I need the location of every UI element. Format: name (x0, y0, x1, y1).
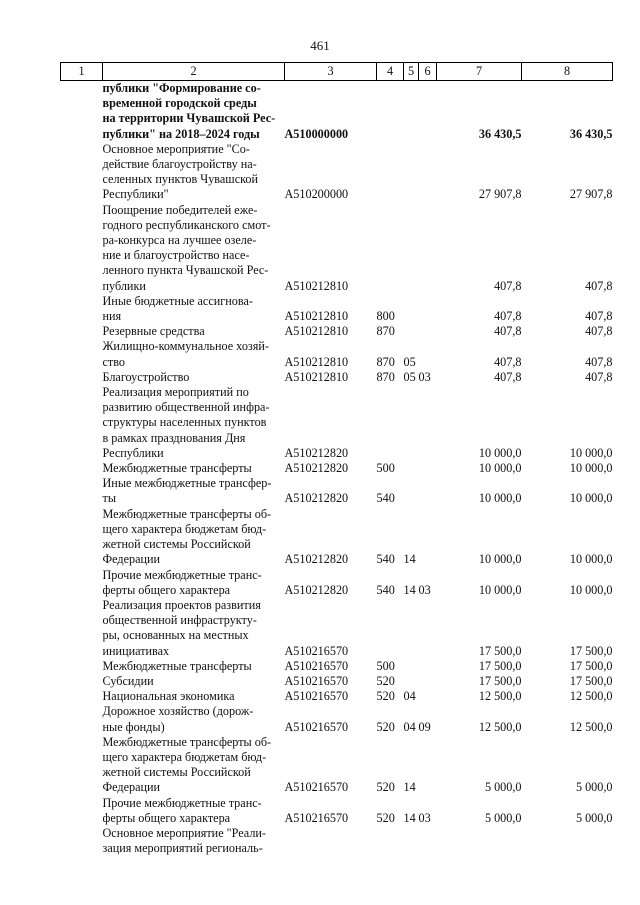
target-article-code: А510216570 (284, 719, 349, 734)
amount-col7: 407,8 (494, 278, 522, 293)
amount-col7: 5 000,0 (484, 780, 522, 795)
subsection-code (419, 339, 437, 369)
amount-col7: 10 000,0 (478, 461, 522, 476)
amount-col7: 5 000,0 (484, 810, 522, 825)
item-name: Прочие межбюджетные транс- ферты общего характера (102, 567, 262, 597)
amount-col8: 17 500,0 (569, 673, 613, 688)
amount-col7: 10 000,0 (478, 552, 522, 567)
row-number-cell (61, 689, 103, 704)
table-row (61, 568, 613, 598)
item-name: публики "Формирование со- временной городской среды на территории Чувашской Рес- публики" на 2018–2024 годы (102, 81, 276, 141)
row-number-cell (61, 339, 103, 369)
expense-type-code (377, 826, 404, 856)
table-row (61, 704, 613, 734)
section-code (404, 674, 419, 689)
expense-type-code: 870 (376, 324, 395, 339)
subsection-code (419, 689, 437, 704)
table-row (61, 370, 613, 385)
subsection-code (419, 507, 437, 568)
amount-col7: 10 000,0 (478, 445, 522, 460)
expense-type-code: 540 (376, 582, 395, 597)
table-row (61, 796, 613, 826)
row-number-cell (61, 370, 103, 385)
table-row (61, 659, 613, 674)
target-article-code: А510216570 (284, 658, 349, 673)
subsection-code (419, 324, 437, 339)
item-name: Поощрение победителей еже- годного республиканского смот- ра-конкурса на лучшее озеле- ние и благоустройство насе- ленного пункта Чувашской Рес- публики (102, 202, 271, 293)
expense-type-code: 870 (376, 369, 395, 384)
row-number-cell (61, 659, 103, 674)
section-code (404, 826, 419, 856)
item-name: Реализация проектов развития общественной инфраструкту- ры, основанных на местных инициативах (102, 597, 261, 658)
budget-table (60, 62, 613, 856)
table-row (61, 461, 613, 476)
target-article-code: А510216570 (284, 780, 349, 795)
subsection-code (419, 735, 437, 796)
amount-col8: 10 000,0 (569, 552, 613, 567)
table-row (61, 826, 613, 856)
target-article-code: А510216570 (284, 643, 349, 658)
item-name: Межбюджетные трансферты (102, 658, 252, 673)
column-header: 4 (377, 63, 404, 81)
target-article-code: А510212810 (284, 369, 349, 384)
amount-col7: 10 000,0 (478, 491, 522, 506)
column-header: 8 (522, 63, 613, 81)
amount-col8: 36 430,5 (569, 126, 613, 141)
subsection-code (419, 598, 437, 659)
amount-col8: 407,8 (585, 324, 613, 339)
amount-col8: 407,8 (585, 354, 613, 369)
amount-col8: 5 000,0 (575, 780, 613, 795)
section-code (404, 81, 419, 142)
amount-col7: 407,8 (494, 309, 522, 324)
item-name: Межбюджетные трансферты об- щего характера бюджетам бюд- жетной системы Российской Федерации (102, 506, 272, 567)
expense-type-code: 500 (376, 658, 395, 673)
subsection-code: 03 (418, 810, 431, 825)
row-number-cell (61, 203, 103, 294)
target-article-code: А510212820 (284, 445, 349, 460)
section-code (404, 324, 419, 339)
table-row (61, 735, 613, 796)
expense-type-code (377, 598, 404, 659)
section-code: 04 (403, 719, 416, 734)
row-number-cell (61, 704, 103, 734)
section-code (404, 294, 419, 324)
table-row (61, 81, 613, 142)
amount-col7: 407,8 (494, 354, 522, 369)
subsection-code (419, 826, 437, 856)
column-header: 2 (103, 63, 285, 81)
expense-type-code (377, 81, 404, 142)
table-row (61, 294, 613, 324)
table-row (61, 324, 613, 339)
expense-type-code (377, 385, 404, 461)
section-code: 14 (403, 810, 416, 825)
row-number-cell (61, 324, 103, 339)
table-row (61, 142, 613, 203)
expense-type-code: 800 (376, 309, 395, 324)
row-number-cell (61, 81, 103, 142)
amount-col7: 407,8 (494, 324, 522, 339)
expense-type-code (377, 142, 404, 203)
amount-col7: 10 000,0 (478, 582, 522, 597)
item-name: Дорожное хозяйство (дорож- ные фонды) (102, 704, 254, 734)
subsection-code (419, 385, 437, 461)
row-number-cell (61, 598, 103, 659)
row-number-cell (61, 796, 103, 826)
amount-col8: 12 500,0 (569, 689, 613, 704)
table-row (61, 203, 613, 294)
amount-col8: 10 000,0 (569, 491, 613, 506)
subsection-code: 03 (418, 369, 431, 384)
row-number-cell (61, 476, 103, 506)
section-code: 14 (403, 582, 416, 597)
target-article-code: А510000000 (284, 126, 349, 141)
section-code (404, 476, 419, 506)
target-article-code: А510212820 (284, 491, 349, 506)
amount-col8: 12 500,0 (569, 719, 613, 734)
amount-col7: 27 907,8 (478, 187, 522, 202)
item-name: Национальная экономика (102, 689, 235, 704)
amount-col8: 10 000,0 (569, 582, 613, 597)
subsection-code (419, 659, 437, 674)
subsection-code (419, 461, 437, 476)
expense-type-code: 540 (376, 552, 395, 567)
target-article-code: А510212810 (284, 309, 349, 324)
subsection-code (419, 203, 437, 294)
target-article-code: А510216570 (284, 689, 349, 704)
table-row (61, 385, 613, 461)
column-header: 7 (437, 63, 522, 81)
row-number-cell (61, 385, 103, 461)
section-code (404, 203, 419, 294)
expense-type-code: 520 (376, 780, 395, 795)
row-number-cell (61, 461, 103, 476)
page-number: 461 (310, 38, 330, 53)
item-name: Субсидии (102, 673, 154, 688)
row-number-cell (61, 826, 103, 856)
section-code (404, 598, 419, 659)
item-name: Иные бюджетные ассигнова- ния (102, 293, 253, 324)
expense-type-code (377, 203, 404, 294)
section-code (404, 142, 419, 203)
section-code: 14 (403, 780, 416, 795)
target-article-code: А510212810 (284, 324, 349, 339)
item-name: Иные межбюджетные трансфер- ты (102, 476, 272, 506)
expense-type-code: 520 (376, 719, 395, 734)
amount-col8: 407,8 (585, 309, 613, 324)
column-header: 6 (419, 63, 437, 81)
item-name: Реализация мероприятий по развитию общественной инфра- структуры населенных пунктов в рамках празднования Дня Республики (102, 385, 270, 460)
subsection-code (419, 476, 437, 506)
item-name: Межбюджетные трансферты (102, 461, 252, 476)
expense-type-code: 500 (376, 461, 395, 476)
subsection-code (419, 142, 437, 203)
subsection-code (419, 81, 437, 142)
table-row (61, 598, 613, 659)
expense-type-code: 520 (376, 673, 395, 688)
item-name: Прочие межбюджетные транс- ферты общего характера (102, 795, 262, 825)
row-number-cell (61, 568, 103, 598)
target-article-code: А510216570 (284, 810, 349, 825)
section-code: 14 (403, 552, 416, 567)
amount-col7: 36 430,5 (478, 126, 522, 141)
amount-col8: 407,8 (585, 369, 613, 384)
amount-col7: 12 500,0 (478, 689, 522, 704)
section-code: 04 (403, 689, 416, 704)
column-header: 1 (61, 63, 103, 81)
target-article-code: А510212820 (284, 461, 349, 476)
row-number-cell (61, 294, 103, 324)
section-code: 05 (403, 354, 416, 369)
target-article-code: А510200000 (284, 187, 349, 202)
expense-type-code: 520 (376, 810, 395, 825)
target-article-code: А510212810 (284, 354, 349, 369)
table-row (61, 689, 613, 704)
target-article-code (285, 826, 377, 856)
amount-col8 (522, 826, 613, 856)
amount-col7: 17 500,0 (478, 673, 522, 688)
amount-col7: 17 500,0 (478, 643, 522, 658)
amount-col8: 10 000,0 (569, 445, 613, 460)
amount-col7 (437, 826, 522, 856)
column-header: 3 (285, 63, 377, 81)
section-code: 05 (403, 369, 416, 384)
row-number-cell (61, 142, 103, 203)
table-row (61, 476, 613, 506)
item-name: Основное мероприятие "Реали- зация мероприятий региональ- (102, 825, 266, 856)
item-name: Основное мероприятие "Со- действие благоустройству на- селенных пунктов Чувашской Республики" (102, 141, 259, 202)
item-name: Жилищно-коммунальное хозяй- ство (102, 339, 269, 369)
expense-type-code: 520 (376, 689, 395, 704)
table-row (61, 674, 613, 689)
subsection-code: 03 (418, 582, 431, 597)
target-article-code: А510212820 (284, 552, 349, 567)
amount-col8: 5 000,0 (575, 810, 613, 825)
row-number-cell (61, 674, 103, 689)
amount-col7: 17 500,0 (478, 658, 522, 673)
column-header: 5 (404, 63, 419, 81)
section-code (404, 659, 419, 674)
subsection-code (419, 674, 437, 689)
expense-type-code: 870 (376, 354, 395, 369)
amount-col8: 17 500,0 (569, 658, 613, 673)
item-name: Благоустройство (102, 369, 190, 384)
row-number-cell (61, 735, 103, 796)
amount-col8: 407,8 (585, 278, 613, 293)
item-name: Резервные средства (102, 324, 205, 339)
item-name: Межбюджетные трансферты об- щего характера бюджетам бюд- жетной системы Российской Федерации (102, 734, 272, 795)
amount-col7: 12 500,0 (478, 719, 522, 734)
expense-type-code: 540 (376, 491, 395, 506)
column-header-row (61, 63, 613, 81)
table-row (61, 339, 613, 369)
subsection-code: 09 (418, 719, 431, 734)
section-code (404, 461, 419, 476)
section-code (404, 385, 419, 461)
target-article-code: А510212820 (284, 582, 349, 597)
target-article-code: А510216570 (284, 673, 349, 688)
row-number-cell (61, 507, 103, 568)
amount-col8: 27 907,8 (569, 187, 613, 202)
subsection-code (419, 294, 437, 324)
target-article-code: А510212810 (284, 278, 349, 293)
amount-col8: 17 500,0 (569, 643, 613, 658)
table-row (61, 507, 613, 568)
amount-col7: 407,8 (494, 369, 522, 384)
amount-col8: 10 000,0 (569, 461, 613, 476)
